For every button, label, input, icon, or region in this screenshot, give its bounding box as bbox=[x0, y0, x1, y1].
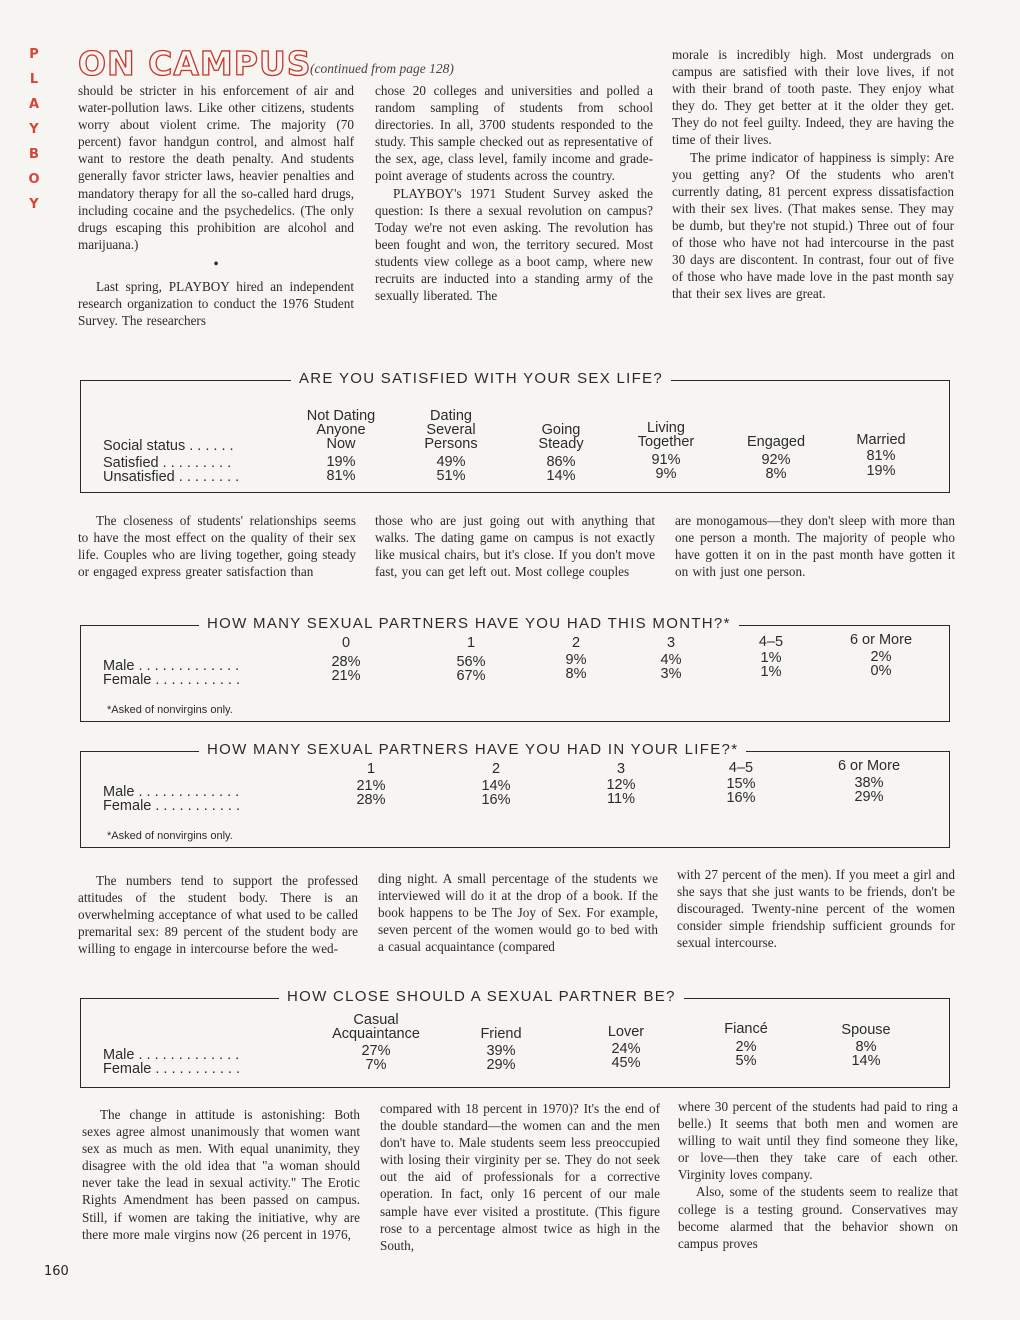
table-cell: 67% bbox=[456, 668, 486, 684]
table-partners-lifetime bbox=[80, 741, 950, 848]
text-column-top-3 bbox=[672, 46, 954, 302]
continued-note: (continued from page 128) bbox=[310, 61, 454, 76]
table-cell: 16% bbox=[726, 790, 756, 806]
table-cell: 49% bbox=[436, 454, 466, 470]
column-header: 6 or More bbox=[849, 632, 913, 648]
row-label: Female . . . . . . . . . . . bbox=[103, 1061, 240, 1077]
text-column-top-2 bbox=[375, 82, 653, 304]
table-cell: 86% bbox=[546, 454, 576, 470]
column-header: Friend bbox=[480, 1026, 522, 1042]
row-label: Unsatisfied . . . . . . . . bbox=[103, 469, 240, 485]
table-cell: 45% bbox=[611, 1055, 641, 1071]
column-header: 2 bbox=[491, 761, 501, 777]
table-cell: 14% bbox=[851, 1053, 881, 1069]
paragraph: with 27 percent of the men). If you meet a girl and she says that she just wants to be friends, don't be discouraged. Twenty-nine percent of the women consider simple friendship sufficient grounds for sexual intercourse. bbox=[677, 867, 955, 951]
paragraph: are monogamous—they don't sleep with more than one person a month. The majority of people who have gotten it on in the past month have gotten it on with just one person. bbox=[675, 513, 955, 580]
table-cell: 24% bbox=[611, 1041, 641, 1057]
column-header: Married bbox=[856, 432, 906, 448]
column-header: 1 bbox=[366, 761, 376, 777]
table-cell: 29% bbox=[486, 1057, 516, 1073]
table-cell: 3% bbox=[660, 666, 682, 682]
paragraph: Also, some of the students seem to realize that college is a testing ground. Conservatives may become alarmed that the behavior shown on campus proves bbox=[678, 1184, 958, 1251]
table-cell: 11% bbox=[607, 791, 635, 807]
table-cell: 0% bbox=[870, 663, 892, 679]
table-cell: 7% bbox=[365, 1057, 387, 1073]
paragraph: compared with 18 percent in 1970)? It's the end of the double standard—the women can and the men don't have to. Male students seem less preoccupied with losing their virginity per se. They do not seek out the aid of professionals for a corrective operation. In fact, only 16 percent of our male sample have ever visited a prostitute. (This figure rose to a percentage almost twice as high in the South, bbox=[380, 1101, 660, 1253]
text-column-top-1 bbox=[78, 82, 354, 329]
paragraph: morale is incredibly high. Most undergrads on campus are satisfied with their love lives, if not with their brand of tooth paste. They enjoy what they do. They get better at it the older they get. They do not feel guilty. Indeed, they are having the time of their lives. bbox=[672, 47, 954, 148]
table-cell: 4% bbox=[660, 652, 682, 668]
text-column-mid2-1 bbox=[78, 872, 358, 957]
table-title: HOW MANY SEXUAL PARTNERS HAVE YOU HAD THIS MONTH?* bbox=[199, 615, 739, 632]
table-partners-this-month bbox=[80, 615, 950, 722]
table-cell: 28% bbox=[331, 654, 361, 670]
table-cell: 1% bbox=[760, 664, 782, 680]
table-cell: 9% bbox=[565, 652, 587, 668]
paragraph: ding night. A small percentage of the students we interviewed will do it at the drop of a book. If the book happens to be The Joy of Sex. For example, seven percent of the women would go to bed with a casual acquaintance (compared bbox=[378, 871, 658, 955]
table-cell: 27% bbox=[361, 1043, 391, 1059]
table-cell: 91% bbox=[651, 452, 681, 468]
paragraph: Last spring, PLAYBOY hired an independent research organization to conduct the 1976 Student Survey. The researchers bbox=[78, 279, 354, 329]
paragraph: The closeness of students' relationships seems to have the most effect on the quality of their sex life. Couples who are living together, going steady or engaged express greater satisfaction than bbox=[78, 513, 356, 580]
table-cell: 81% bbox=[866, 448, 896, 464]
row-label: Male . . . . . . . . . . . . . bbox=[103, 658, 240, 674]
column-header: Engaged bbox=[746, 434, 806, 450]
table-title: HOW MANY SEXUAL PARTNERS HAVE YOU HAD IN YOUR LIFE?* bbox=[199, 741, 746, 758]
column-header: Living Together bbox=[637, 420, 695, 450]
table-cell: 38% bbox=[854, 775, 884, 791]
paragraph: The prime indicator of happiness is simply: Are you getting any? Of the students who aren't currently dating, 81 percent express dissatisfaction with their sex lives. (That makes sense. They may be dumb, but they're not stupid.) Three out of four of those who have not had intercourse in the past 30 days are discontent. In contrast, four out of five of those who have made love in the past month say that their sex lives are great. bbox=[672, 149, 954, 302]
row-label: Female . . . . . . . . . . . bbox=[103, 672, 240, 688]
column-header: 4–5 bbox=[728, 760, 754, 776]
table-cell: 92% bbox=[761, 452, 791, 468]
row-label: Female . . . . . . . . . . . bbox=[103, 798, 240, 814]
paragraph: chose 20 colleges and universities and polled a random sampling of students from school directories. In all, 3700 students responded to the study. This sample checked out as representative of the sex, age, class level, family income and grade-point average of students across the country. bbox=[375, 83, 653, 184]
table-cell: 5% bbox=[735, 1053, 757, 1069]
column-header: Fiancé bbox=[724, 1021, 768, 1037]
table-cell: 14% bbox=[546, 468, 576, 484]
table-cell: 16% bbox=[481, 792, 511, 808]
table-cell: 19% bbox=[866, 463, 896, 479]
table-cell: 19% bbox=[326, 454, 356, 470]
text-column-mid2-3 bbox=[677, 866, 955, 951]
column-header: Going Steady bbox=[538, 422, 584, 452]
table-cell: 8% bbox=[855, 1039, 877, 1055]
table-footnote: *Asked of nonvirgins only. bbox=[107, 704, 233, 716]
table-title: HOW CLOSE SHOULD A SEXUAL PARTNER BE? bbox=[279, 988, 684, 1005]
table-cell: 14% bbox=[481, 778, 511, 794]
table-cell: 81% bbox=[326, 468, 356, 484]
table-cell: 8% bbox=[565, 666, 587, 682]
paragraph: should be stricter in his enforcement of air and water-pollution laws. Like other citizens, students worry about violent crime. The majority (70 percent) favor handgun control, and almost half want to restore the death penalty. And students generally favor stricter laws, heavier penalties and mandatory therapy for all the so-called hard drugs, including cocaine and the psychedelics. (The only drugs escaping this prohibition are alcohol and marijuana.) bbox=[78, 83, 354, 252]
paragraph: The numbers tend to support the professed attitudes of the student body. There is an overwhelming acceptance of what used to be called premarital sex: 89 percent of the student body are willing to engage in intercourse before the wed- bbox=[78, 873, 358, 957]
table-sex-life-satisfaction bbox=[80, 370, 950, 493]
page-number: 160 bbox=[44, 1264, 69, 1279]
table-cell: 21% bbox=[331, 668, 361, 684]
column-header: 3 bbox=[616, 761, 626, 777]
column-header: 1 bbox=[466, 635, 476, 651]
column-header: 4–5 bbox=[758, 634, 784, 650]
table-cell: 28% bbox=[356, 792, 386, 808]
column-header: Lover bbox=[607, 1024, 645, 1040]
table-partner-closeness bbox=[80, 988, 950, 1088]
column-header: Casual Acquaintance bbox=[332, 1012, 420, 1042]
table-cell: 21% bbox=[356, 778, 386, 794]
table-cell: 29% bbox=[854, 789, 884, 805]
row-label: Male . . . . . . . . . . . . . bbox=[103, 784, 240, 800]
text-column-bottom-3 bbox=[678, 1098, 958, 1252]
row-label: Satisfied . . . . . . . . . bbox=[103, 455, 232, 471]
table-cell: 12% bbox=[606, 777, 636, 793]
separator-dot: • bbox=[213, 255, 219, 271]
paragraph: PLAYBOY's 1971 Student Survey asked the question: Is there a sexual revolution on campus? Today we're not even asking. The revolution has been fought and won, the territory secured. Most students view college as a boot camp, where new recruits are inducted into a standing army of the sexually liberated. The bbox=[375, 185, 653, 304]
table-cell: 56% bbox=[456, 654, 486, 670]
section-title: ON CAMPUS bbox=[78, 44, 312, 83]
column-header: 2 bbox=[571, 635, 581, 651]
table-cell: 9% bbox=[655, 466, 677, 482]
column-header: 6 or More bbox=[837, 758, 901, 774]
table-cell: 2% bbox=[870, 649, 892, 665]
text-column-bottom-1 bbox=[82, 1106, 360, 1243]
table-cell: 8% bbox=[765, 466, 787, 482]
column-header: Dating Several Persons bbox=[424, 408, 478, 452]
paragraph: where 30 percent of the students had paid to ring a belle.) It seems that both men and women are willing to wait until they find someone they like, or love—then they take care of each other. Virginity loves company. bbox=[678, 1099, 958, 1183]
table-cell: 2% bbox=[735, 1039, 757, 1055]
text-column-mid2-2 bbox=[378, 870, 658, 955]
column-header: 3 bbox=[666, 635, 676, 651]
text-column-bottom-2 bbox=[380, 1100, 660, 1254]
text-column-mid1-3 bbox=[675, 512, 955, 580]
column-header: Not Dating Anyone Now bbox=[306, 408, 376, 452]
column-header: 0 bbox=[341, 635, 351, 651]
table-cell: 51% bbox=[436, 468, 466, 484]
paragraph: those who are just going out with anything that walks. The dating game on campus is not exactly like musical chairs, but it's close. If you don't move fast, you can get left out. Most college couples bbox=[375, 513, 656, 580]
table-cell: 1% bbox=[760, 650, 782, 666]
paragraph: The change in attitude is astonishing: Both sexes agree almost unanimously that women want sex as much as men. With equal unanimity, they disagree with the old idea that "a woman should never take the lead in sexual activity." The Erotic Rights Amendment has been passed on campus. Still, if women are taking the initiative, why are there more male virgins now (26 percent in 1976, bbox=[82, 1107, 360, 1242]
row-label: Male . . . . . . . . . . . . . bbox=[103, 1047, 240, 1063]
text-column-mid1-2 bbox=[375, 512, 655, 580]
text-column-mid1-1 bbox=[78, 512, 356, 580]
table-title: ARE YOU SATISFIED WITH YOUR SEX LIFE? bbox=[291, 370, 671, 387]
table-cell: 39% bbox=[486, 1043, 516, 1059]
column-header: Spouse bbox=[841, 1022, 891, 1038]
table-cell: 15% bbox=[726, 776, 756, 792]
magazine-vertical-label: P L A Y B O Y bbox=[28, 47, 40, 212]
row-header: Social status . . . . . . bbox=[103, 438, 234, 454]
table-footnote: *Asked of nonvirgins only. bbox=[107, 830, 233, 842]
